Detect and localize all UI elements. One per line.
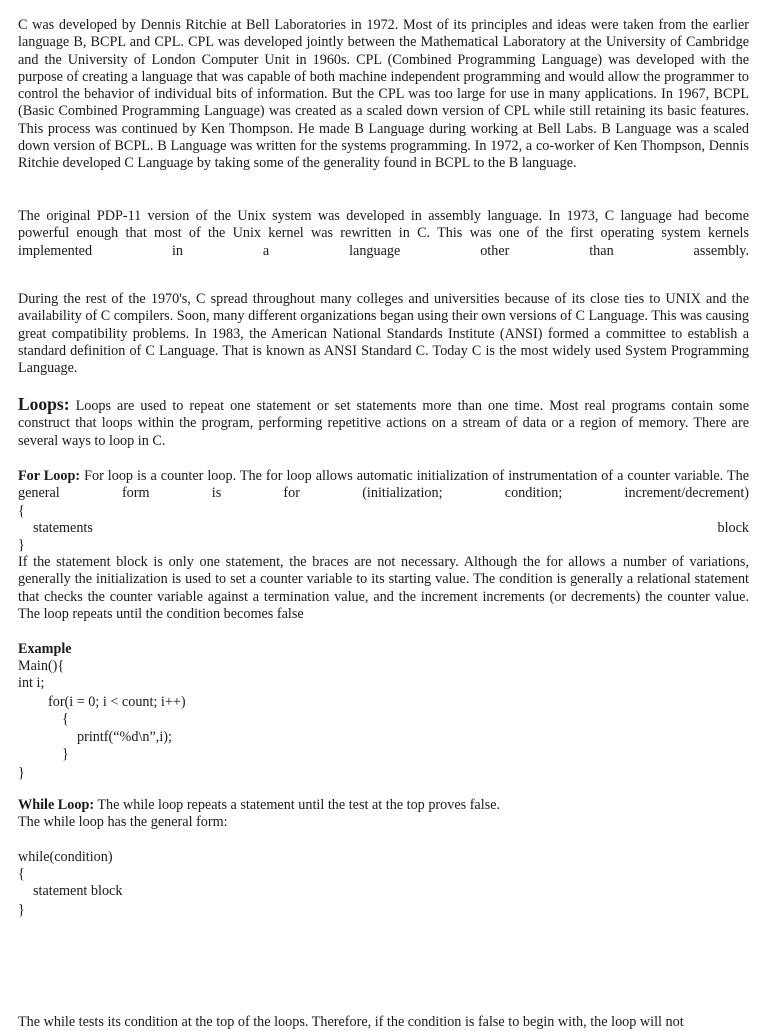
while-code-condition: while(condition) bbox=[18, 849, 113, 865]
history-paragraph-1: C was developed by Dennis Ritchie at Bell Laboratories in 1972. Most of its principles and ideas were taken from the earlier language B, BCPL and CPL. CPL was developed jointly between the Mathematical Laboratory at the University of Cambridge and the University of London Computer Unit in 1960s. CPL (Combined Programming Language) was developed with the purpose of creating a language that was capable of both machine independent programming and would allow the programmer to control the behavior of individual bits of information. But the CPL was too large for use in many applications. In 1967, BCPL (Basic Combined Programming Language) was created as a scaled down version of CPL while still retaining its basic features. This process was continued by Ken Thompson. He made B Language during working at Bell Labs. B Language was a scaled down version of BCPL. B Language was written for the systems programming. In 1972, a co-worker of Ken Thompson, Dennis Ritchie developed C Language by taking some of the generality found in BCPL to the B language. bbox=[18, 17, 749, 172]
while-loop-line-2: The while loop has the general form: bbox=[18, 814, 228, 830]
history-paragraph-2: The original PDP-11 version of the Unix system was developed in assembly language. In 1973, C language had become powerful enough that most of the Unix kernel was rewritten in C. This was one of the first operating system kernels implemented in a language other than assembly. bbox=[18, 208, 749, 259]
for-loop-section bbox=[18, 468, 749, 503]
code-int-line: int i; bbox=[18, 675, 45, 691]
loops-section bbox=[18, 396, 749, 450]
loops-heading: Loops: bbox=[18, 394, 70, 414]
for-block-label: block bbox=[717, 520, 749, 536]
while-loop-line-1 bbox=[18, 797, 749, 814]
while-bottom-text: The while tests its condition at the top of the loops. Therefore, if the condition is false to begin with, the loop will not bbox=[18, 1014, 684, 1030]
for-statements-label: statements bbox=[33, 520, 93, 536]
while-code-close-brace: } bbox=[18, 902, 25, 918]
example-heading: Example bbox=[18, 641, 72, 657]
loops-text: Loops are used to repeat one statement or set statements more than one time. Most real programs contain some construct that loops within the program, performing repetitive actions on a stream of data or a region of memory. There are several ways to loop in C. bbox=[18, 398, 749, 449]
for-loop-heading: For Loop: bbox=[18, 468, 81, 484]
while-loop-heading: While Loop: bbox=[18, 797, 95, 813]
code-printf-line: printf(“%d\n”,i); bbox=[77, 729, 172, 745]
while-code-statement-block: statement block bbox=[33, 883, 123, 899]
for-statements-row bbox=[18, 520, 749, 537]
for-open-brace: { bbox=[18, 503, 25, 519]
code-for-line: for(i = 0; i < count; i++) bbox=[48, 694, 186, 710]
for-close-brace: } bbox=[18, 537, 25, 553]
code-open-brace: { bbox=[62, 711, 69, 727]
code-main-line: Main(){ bbox=[18, 658, 65, 674]
for-loop-explanation: If the statement block is only one statement, the braces are not necessary. Although the for allows a number of variations, generally the initialization is used to set a counter variable to its starting value. The condition is generally a relational statement that checks the counter variable against a termination value, and the increment increments (or decrements) the counter value. The loop repeats until the condition becomes false bbox=[18, 554, 749, 622]
code-outer-close-brace: } bbox=[18, 765, 25, 781]
while-code-open-brace: { bbox=[18, 866, 25, 882]
for-loop-intro: For loop is a counter loop. The for loop allows automatic initialization of instrumentation of a counter variable. The general form is for (initialization; condition; increment/decrement) bbox=[18, 468, 749, 502]
while-loop-text-1: The while loop repeats a statement until the test at the top proves false. bbox=[97, 797, 501, 813]
history-paragraph-3: During the rest of the 1970's, C spread throughout many colleges and universities because of its close ties to UNIX and the availability of C compilers. Soon, many different organizations began using their own versions of C Language. This was causing great compatibility problems. In 1983, the American National Standards Institute (ANSI) formed a committee to establish a standard definition of C Language. That is known as ANSI Standard C. Today C is the most widely used System Programming Language. bbox=[18, 291, 749, 377]
code-inner-close-brace: } bbox=[62, 746, 69, 762]
